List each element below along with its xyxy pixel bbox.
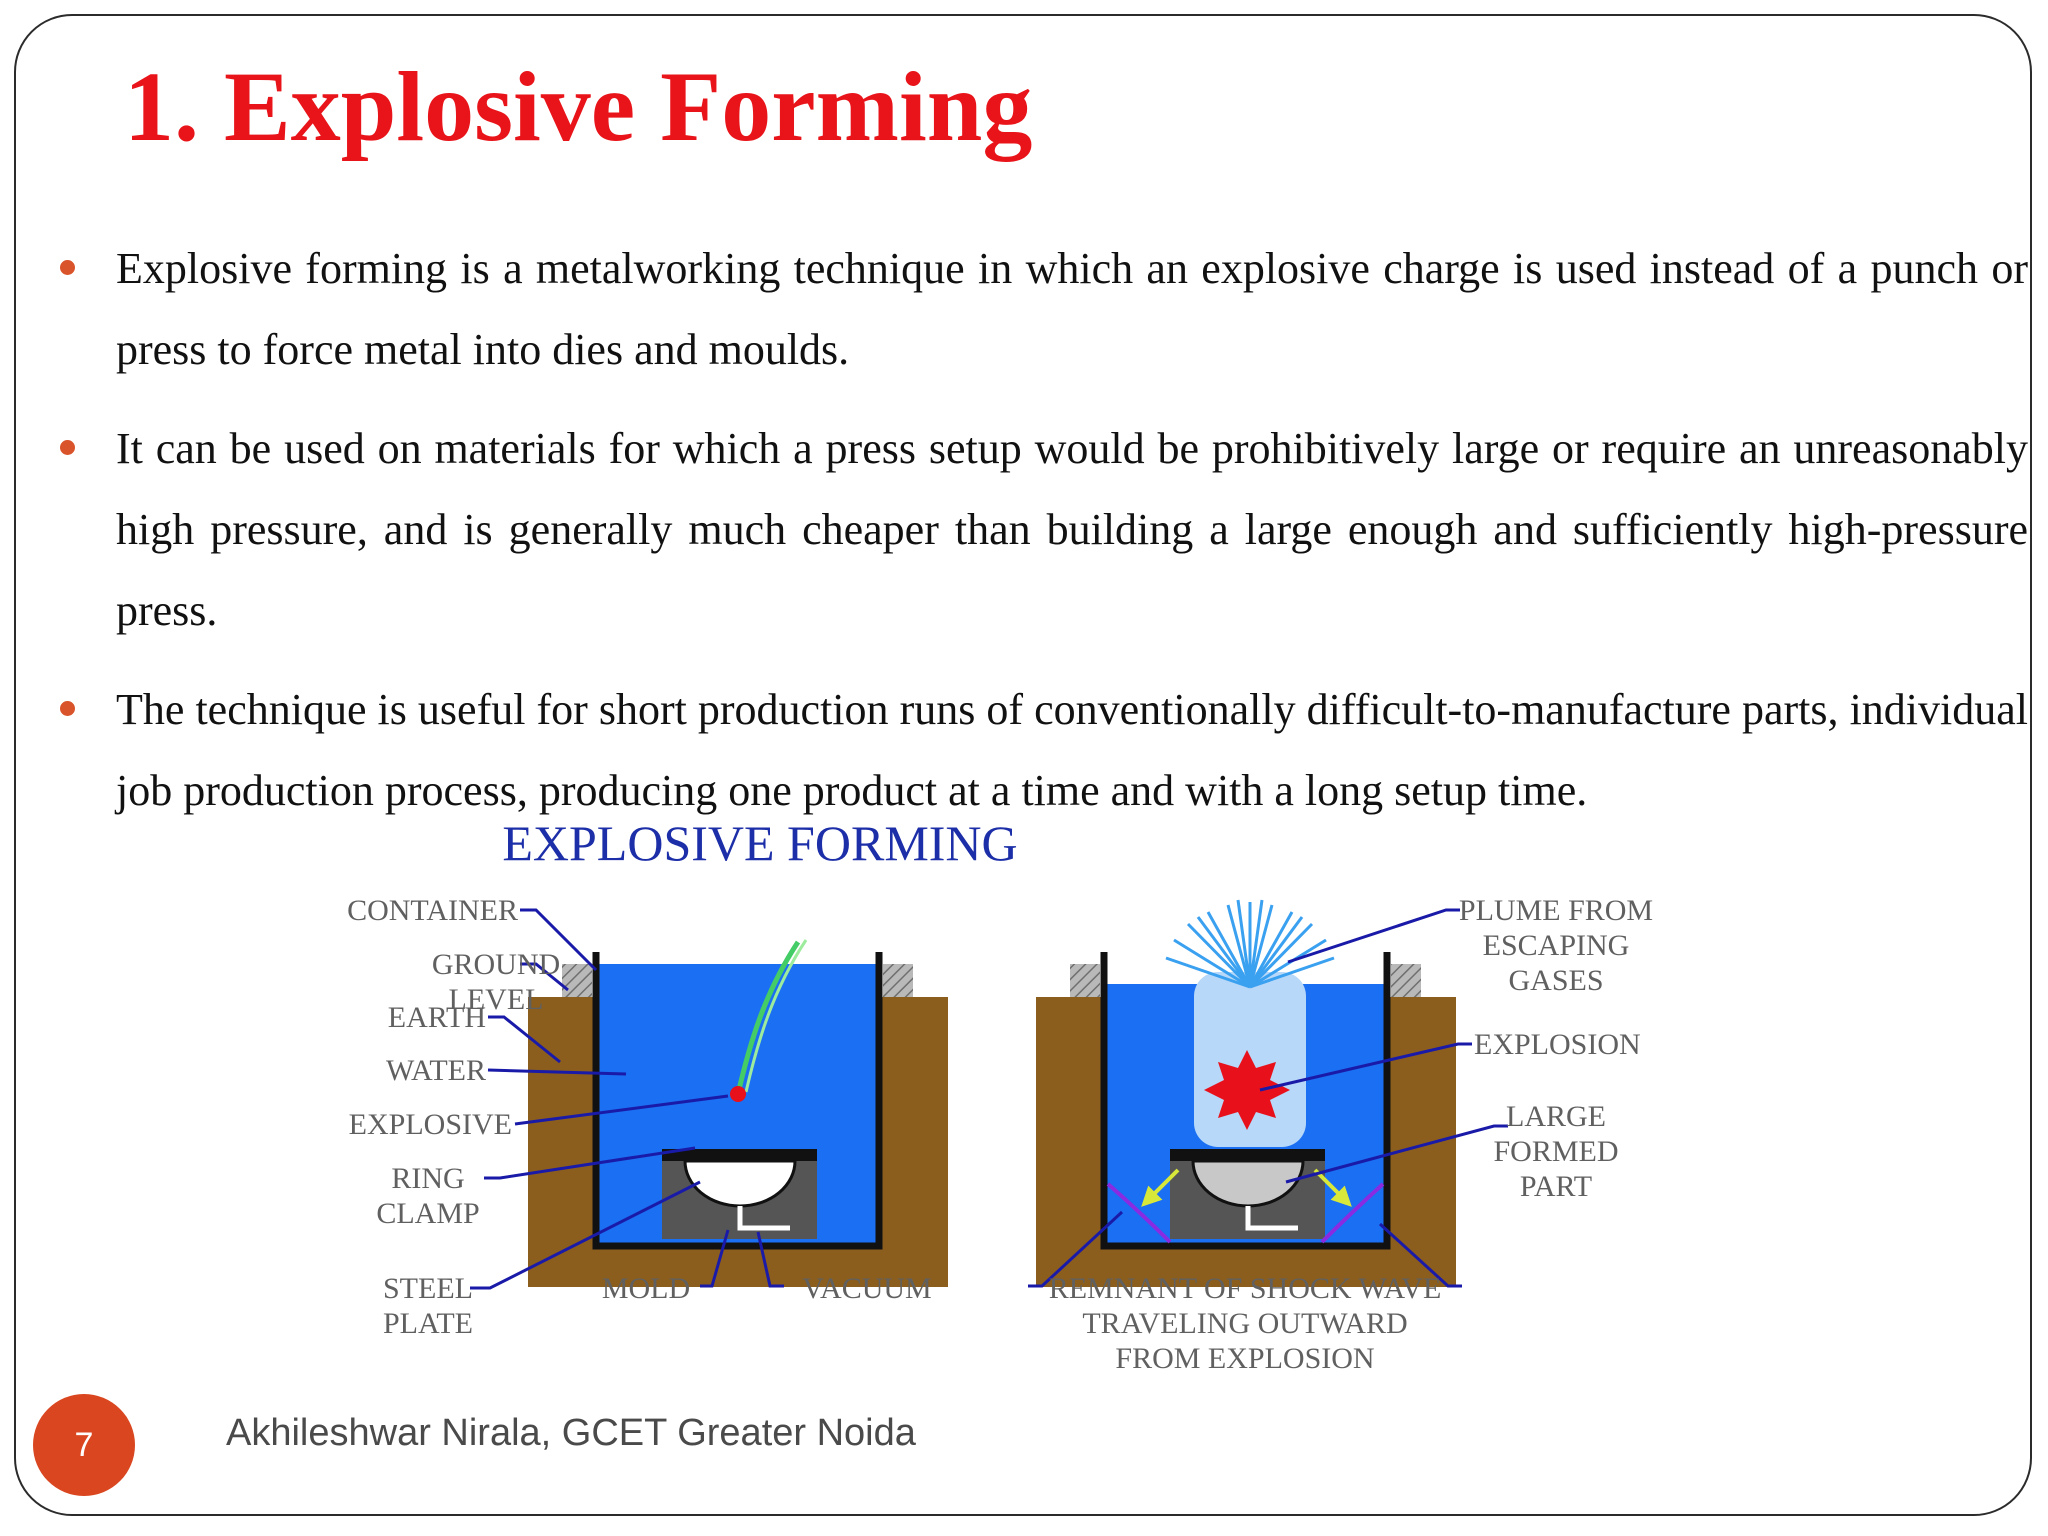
diagram-title: EXPLOSIVE FORMING xyxy=(502,815,1018,871)
label-plume-line3: GASES xyxy=(1508,964,1604,997)
label-ring-line2: CLAMP xyxy=(376,1197,480,1230)
label-container: CONTAINER xyxy=(347,894,518,927)
label-plume-line2: ESCAPING xyxy=(1482,929,1630,962)
label-vacuum: VACUUM xyxy=(802,1272,932,1305)
explosive-forming-diagram xyxy=(60,812,1760,1402)
plume-from-gases xyxy=(1166,900,1334,987)
label-large-line2: FORMED xyxy=(1493,1135,1619,1168)
label-ring-line1: RING xyxy=(391,1162,465,1195)
right-setup xyxy=(1036,900,1456,1287)
label-explosion: EXPLOSION xyxy=(1474,1028,1641,1061)
label-plume-line1: PLUME FROM xyxy=(1458,894,1654,927)
explosive-charge xyxy=(730,1086,746,1102)
label-shock-line2: TRAVELING OUTWARD xyxy=(1082,1307,1408,1340)
label-shock-line1: REMNANT OF SHOCK WAVE xyxy=(1048,1272,1442,1305)
ground-hatch-right-b xyxy=(1391,964,1421,997)
bullet-list xyxy=(60,228,2028,849)
bullet-item-1: Explosive forming is a metalworking technique in which an explosive charge is used instead of a punch or press to force metal into dies and moulds. xyxy=(60,228,2028,390)
label-earth: EARTH xyxy=(387,1001,486,1034)
slide-title: 1. Explosive Forming xyxy=(124,51,1033,162)
page-number-badge: 7 xyxy=(33,1394,135,1496)
label-mold: MOLD xyxy=(601,1272,691,1305)
ring-clamp-right xyxy=(1170,1149,1325,1161)
bullet-item-3: The technique is useful for short production runs of conventionally difficult-to-manufacture parts, individual job production process, producing one product at a time and with a long setup time. xyxy=(60,669,2028,831)
label-large-line3: PART xyxy=(1519,1170,1593,1203)
label-water: WATER xyxy=(386,1054,486,1087)
label-steel-line2: PLATE xyxy=(383,1307,473,1340)
footer-author: Akhileshwar Nirala, GCET Greater Noida xyxy=(226,1412,916,1454)
ground-hatch-left-b xyxy=(883,964,913,997)
ground-hatch-left-a xyxy=(562,964,592,997)
label-large-line1: LARGE xyxy=(1506,1100,1606,1133)
ground-hatch-right-a xyxy=(1070,964,1100,997)
label-ground-line2: LEVEL xyxy=(448,983,544,1016)
label-ground-line1: GROUND xyxy=(431,948,561,981)
label-explosive: EXPLOSIVE xyxy=(348,1108,512,1141)
label-shock-line3: FROM EXPLOSION xyxy=(1115,1342,1375,1375)
bullet-item-2: It can be used on materials for which a press setup would be prohibitively large or require an unreasonably high pressure, and is generally much cheaper than building a large enough and sufficiently high-pressure press. xyxy=(60,408,2028,651)
label-steel-line1: STEEL xyxy=(383,1272,473,1305)
